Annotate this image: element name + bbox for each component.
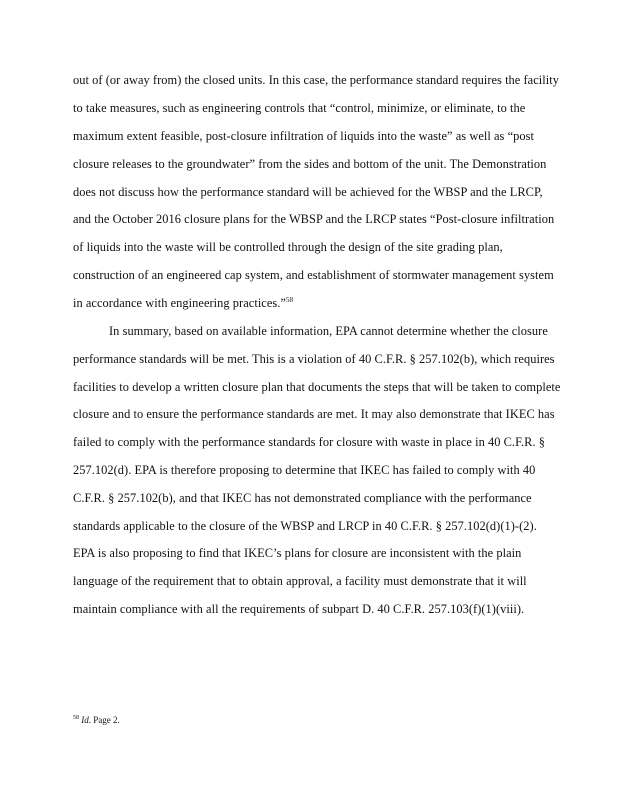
text-line: maintain compliance with all the requirements of subpart D. 40 C.F.R. 257.103(f)(1)(viii). bbox=[73, 602, 525, 616]
text-line: of liquids into the waste will be controlled through the design of the site grading plan, bbox=[73, 240, 503, 254]
footnote bbox=[73, 713, 120, 726]
text-line: C.F.R. § 257.102(b), and that IKEC has not demonstrated compliance with the performance bbox=[73, 491, 532, 505]
text-line: out of (or away from) the closed units. In this case, the performance standard requires the facility bbox=[73, 73, 559, 87]
text-line: facilities to develop a written closure plan that documents the steps that will be taken to complete bbox=[73, 380, 561, 394]
footnote-number: 58 bbox=[73, 715, 79, 721]
paragraph-first-line: In summary, based on available information, EPA cannot determine whether the closure bbox=[109, 324, 548, 338]
footnote-citation: Id bbox=[81, 715, 89, 725]
text-line: standards applicable to the closure of the WBSP and LRCP in 40 C.F.R. § 257.102(d)(1)-(2). bbox=[73, 519, 537, 533]
text-line: failed to comply with the performance standards for closure with waste in place in 40 C.F.R. § bbox=[73, 435, 546, 449]
text-line: does not discuss how the performance standard will be achieved for the WBSP and the LRCP, bbox=[73, 185, 543, 199]
text-line: language of the requirement that to obtain approval, a facility must demonstrate that it will bbox=[73, 574, 527, 588]
footnote-reference[interactable]: 58 bbox=[285, 295, 294, 304]
text-line-with-footnote-ref bbox=[73, 296, 293, 310]
text-line: closure releases to the groundwater” from the sides and bottom of the unit. The Demonstration bbox=[73, 157, 547, 171]
text-line: closure and to ensure the performance standards are met. It may also demonstrate that IKEC has bbox=[73, 407, 555, 421]
text-line: in accordance with engineering practices.” bbox=[73, 296, 286, 310]
text-line: and the October 2016 closure plans for the WBSP and the LRCP states “Post-closure infiltration bbox=[73, 212, 555, 226]
text-line: construction of an engineered cap system, and establishment of stormwater management system bbox=[73, 268, 554, 282]
text-line: to take measures, such as engineering controls that “control, minimize, or eliminate, to the bbox=[73, 101, 526, 115]
footnote-text: . Page 2. bbox=[88, 715, 120, 725]
text-line: 257.102(d). EPA is therefore proposing to determine that IKEC has failed to comply with 40 bbox=[73, 463, 536, 477]
text-line: maximum extent feasible, post-closure infiltration of liquids into the waste” as well as “post bbox=[73, 129, 534, 143]
text-line: EPA is also proposing to find that IKEC’s plans for closure are inconsistent with the plain bbox=[73, 546, 522, 560]
text-line: performance standards will be met. This is a violation of 40 C.F.R. § 257.102(b), which requires bbox=[73, 352, 555, 366]
